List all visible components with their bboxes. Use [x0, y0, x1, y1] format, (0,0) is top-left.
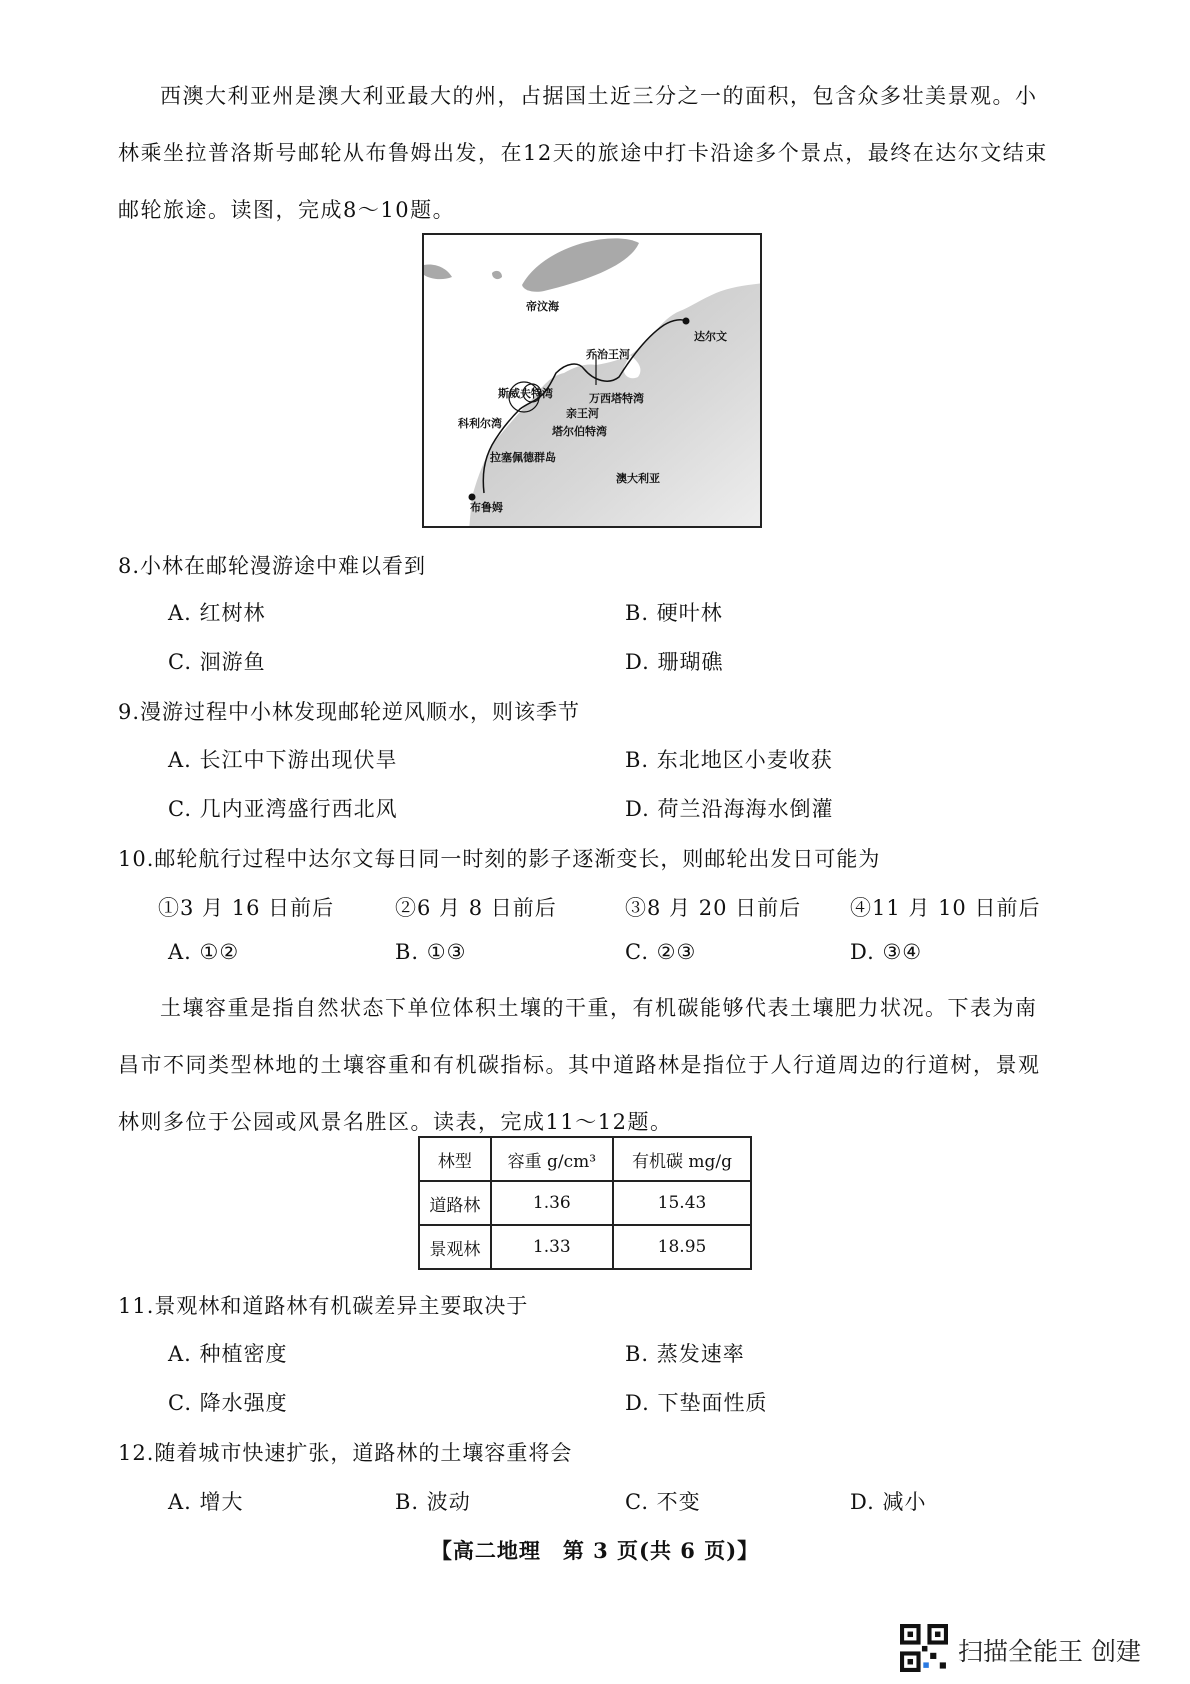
- question-8-option-d: D. 珊瑚礁: [625, 650, 724, 674]
- question-10-stem: 10.邮轮航行过程中达尔文每日同一时刻的影子逐渐变长，则邮轮出发日可能为: [118, 847, 881, 871]
- question-10-option-b: B. ①③: [395, 940, 467, 964]
- table-row: [419, 1225, 751, 1269]
- question-8-option-a: A. 红树林: [168, 601, 266, 625]
- table-header-cell: 有机碳 mg/g: [613, 1137, 751, 1181]
- label-lacepede-islands: 拉塞佩德群岛: [490, 451, 556, 464]
- table-header-cell: 林型: [419, 1137, 491, 1181]
- intro-paragraph-2: 土壤容重是指自然状态下单位体积土壤的干重，有机碳能够代表土壤肥力状况。下表为南昌市不同类型林地的土壤容重和有机碳指标。其中道路林是指位于人行道周边的行道树，景观林则多位于公园或风景名胜区。读表，完成11～12题。: [118, 996, 1041, 1134]
- scanner-watermark: 扫描全能王 创建: [958, 1637, 1141, 1666]
- question-9-option-d: D. 荷兰沿海海水倒灌: [625, 797, 834, 821]
- question-11-option-b: B. 蒸发速率: [625, 1342, 745, 1366]
- question-8-option-b: B. 硬叶林: [625, 601, 723, 625]
- label-vansittart-bay: 万西塔特湾: [589, 392, 644, 405]
- question-9-stem: 9.漫游过程中小林发现邮轮逆风顺水，则该季节: [118, 700, 581, 724]
- question-8-option-c: C. 洄游鱼: [168, 650, 266, 674]
- label-prince-regent-river: 亲王河: [566, 407, 599, 420]
- label-australia: 澳大利亚: [616, 472, 660, 485]
- question-10-item-3: ③8 月 20 日前后: [625, 896, 802, 920]
- table-cell: 1.36: [491, 1181, 613, 1225]
- question-12-option-a: A. 增大: [168, 1490, 244, 1514]
- label-swift-bay: 斯威夫特湾: [498, 387, 553, 400]
- question-11-option-a: A. 种植密度: [168, 1342, 288, 1366]
- table-cell: 18.95: [613, 1225, 751, 1269]
- timor-island: [522, 238, 639, 291]
- question-11-stem: 11.景观林和道路林有机碳差异主要取决于: [118, 1294, 529, 1318]
- page-footer: 【高二地理 第 3 页(共 6 页)】: [430, 1538, 760, 1563]
- question-10-item-1: ①3 月 16 日前后: [158, 896, 335, 920]
- question-9-option-c: C. 几内亚湾盛行西北风: [168, 797, 398, 821]
- question-12-stem: 12.随着城市快速扩张，道路林的土壤容重将会: [118, 1441, 573, 1465]
- question-11-option-c: C. 降水强度: [168, 1391, 288, 1415]
- question-10-option-d: D. ③④: [850, 940, 923, 964]
- question-12-option-d: D. 减小: [850, 1490, 927, 1514]
- soil-table: [418, 1136, 752, 1270]
- question-9-option-a: A. 长江中下游出现伏旱: [168, 748, 398, 772]
- question-9-option-b: B. 东北地区小麦收获: [625, 748, 833, 772]
- question-10-option-c: C. ②③: [625, 940, 697, 964]
- question-12-option-b: B. 波动: [395, 1490, 471, 1514]
- table-header-cell: 容重 g/cm³: [491, 1137, 613, 1181]
- label-broome: 布鲁姆: [470, 501, 503, 514]
- question-12-option-c: C. 不变: [625, 1490, 701, 1514]
- table-cell: 15.43: [613, 1181, 751, 1225]
- table-header-row: [419, 1137, 751, 1181]
- label-king-george-river: 乔治王河: [586, 348, 630, 361]
- small-island-west: [424, 265, 452, 280]
- question-10-item-2: ②6 月 8 日前后: [395, 896, 557, 920]
- route-map: [422, 233, 762, 528]
- question-10-item-4: ④11 月 10 日前后: [850, 896, 1041, 920]
- table-row: [419, 1181, 751, 1225]
- question-11-option-d: D. 下垫面性质: [625, 1391, 768, 1415]
- label-darwin: 达尔文: [694, 330, 727, 343]
- table-cell: 景观林: [419, 1225, 491, 1269]
- table-cell: 1.33: [491, 1225, 613, 1269]
- map-graphic: [424, 235, 762, 528]
- label-collier-bay: 科利尔湾: [458, 417, 502, 430]
- label-timor-sea: 帝汶海: [526, 300, 559, 313]
- label-talbot-bay: 塔尔伯特湾: [552, 425, 607, 438]
- qr-code-icon: [900, 1624, 948, 1672]
- question-10-option-a: A. ①②: [168, 940, 240, 964]
- intro-paragraph-1: 西澳大利亚州是澳大利亚最大的州，占据国土近三分之一的面积，包含众多壮美景观。小林乘坐拉普洛斯号邮轮从布鲁姆出发，在12天的旅途中打卡沿途多个景点，最终在达尔文结束邮轮旅途。读图，完成8～10题。: [118, 84, 1048, 222]
- table-cell: 道路林: [419, 1181, 491, 1225]
- question-8-stem: 8.小林在邮轮漫游途中难以看到: [118, 554, 427, 578]
- darwin-marker: [683, 318, 690, 325]
